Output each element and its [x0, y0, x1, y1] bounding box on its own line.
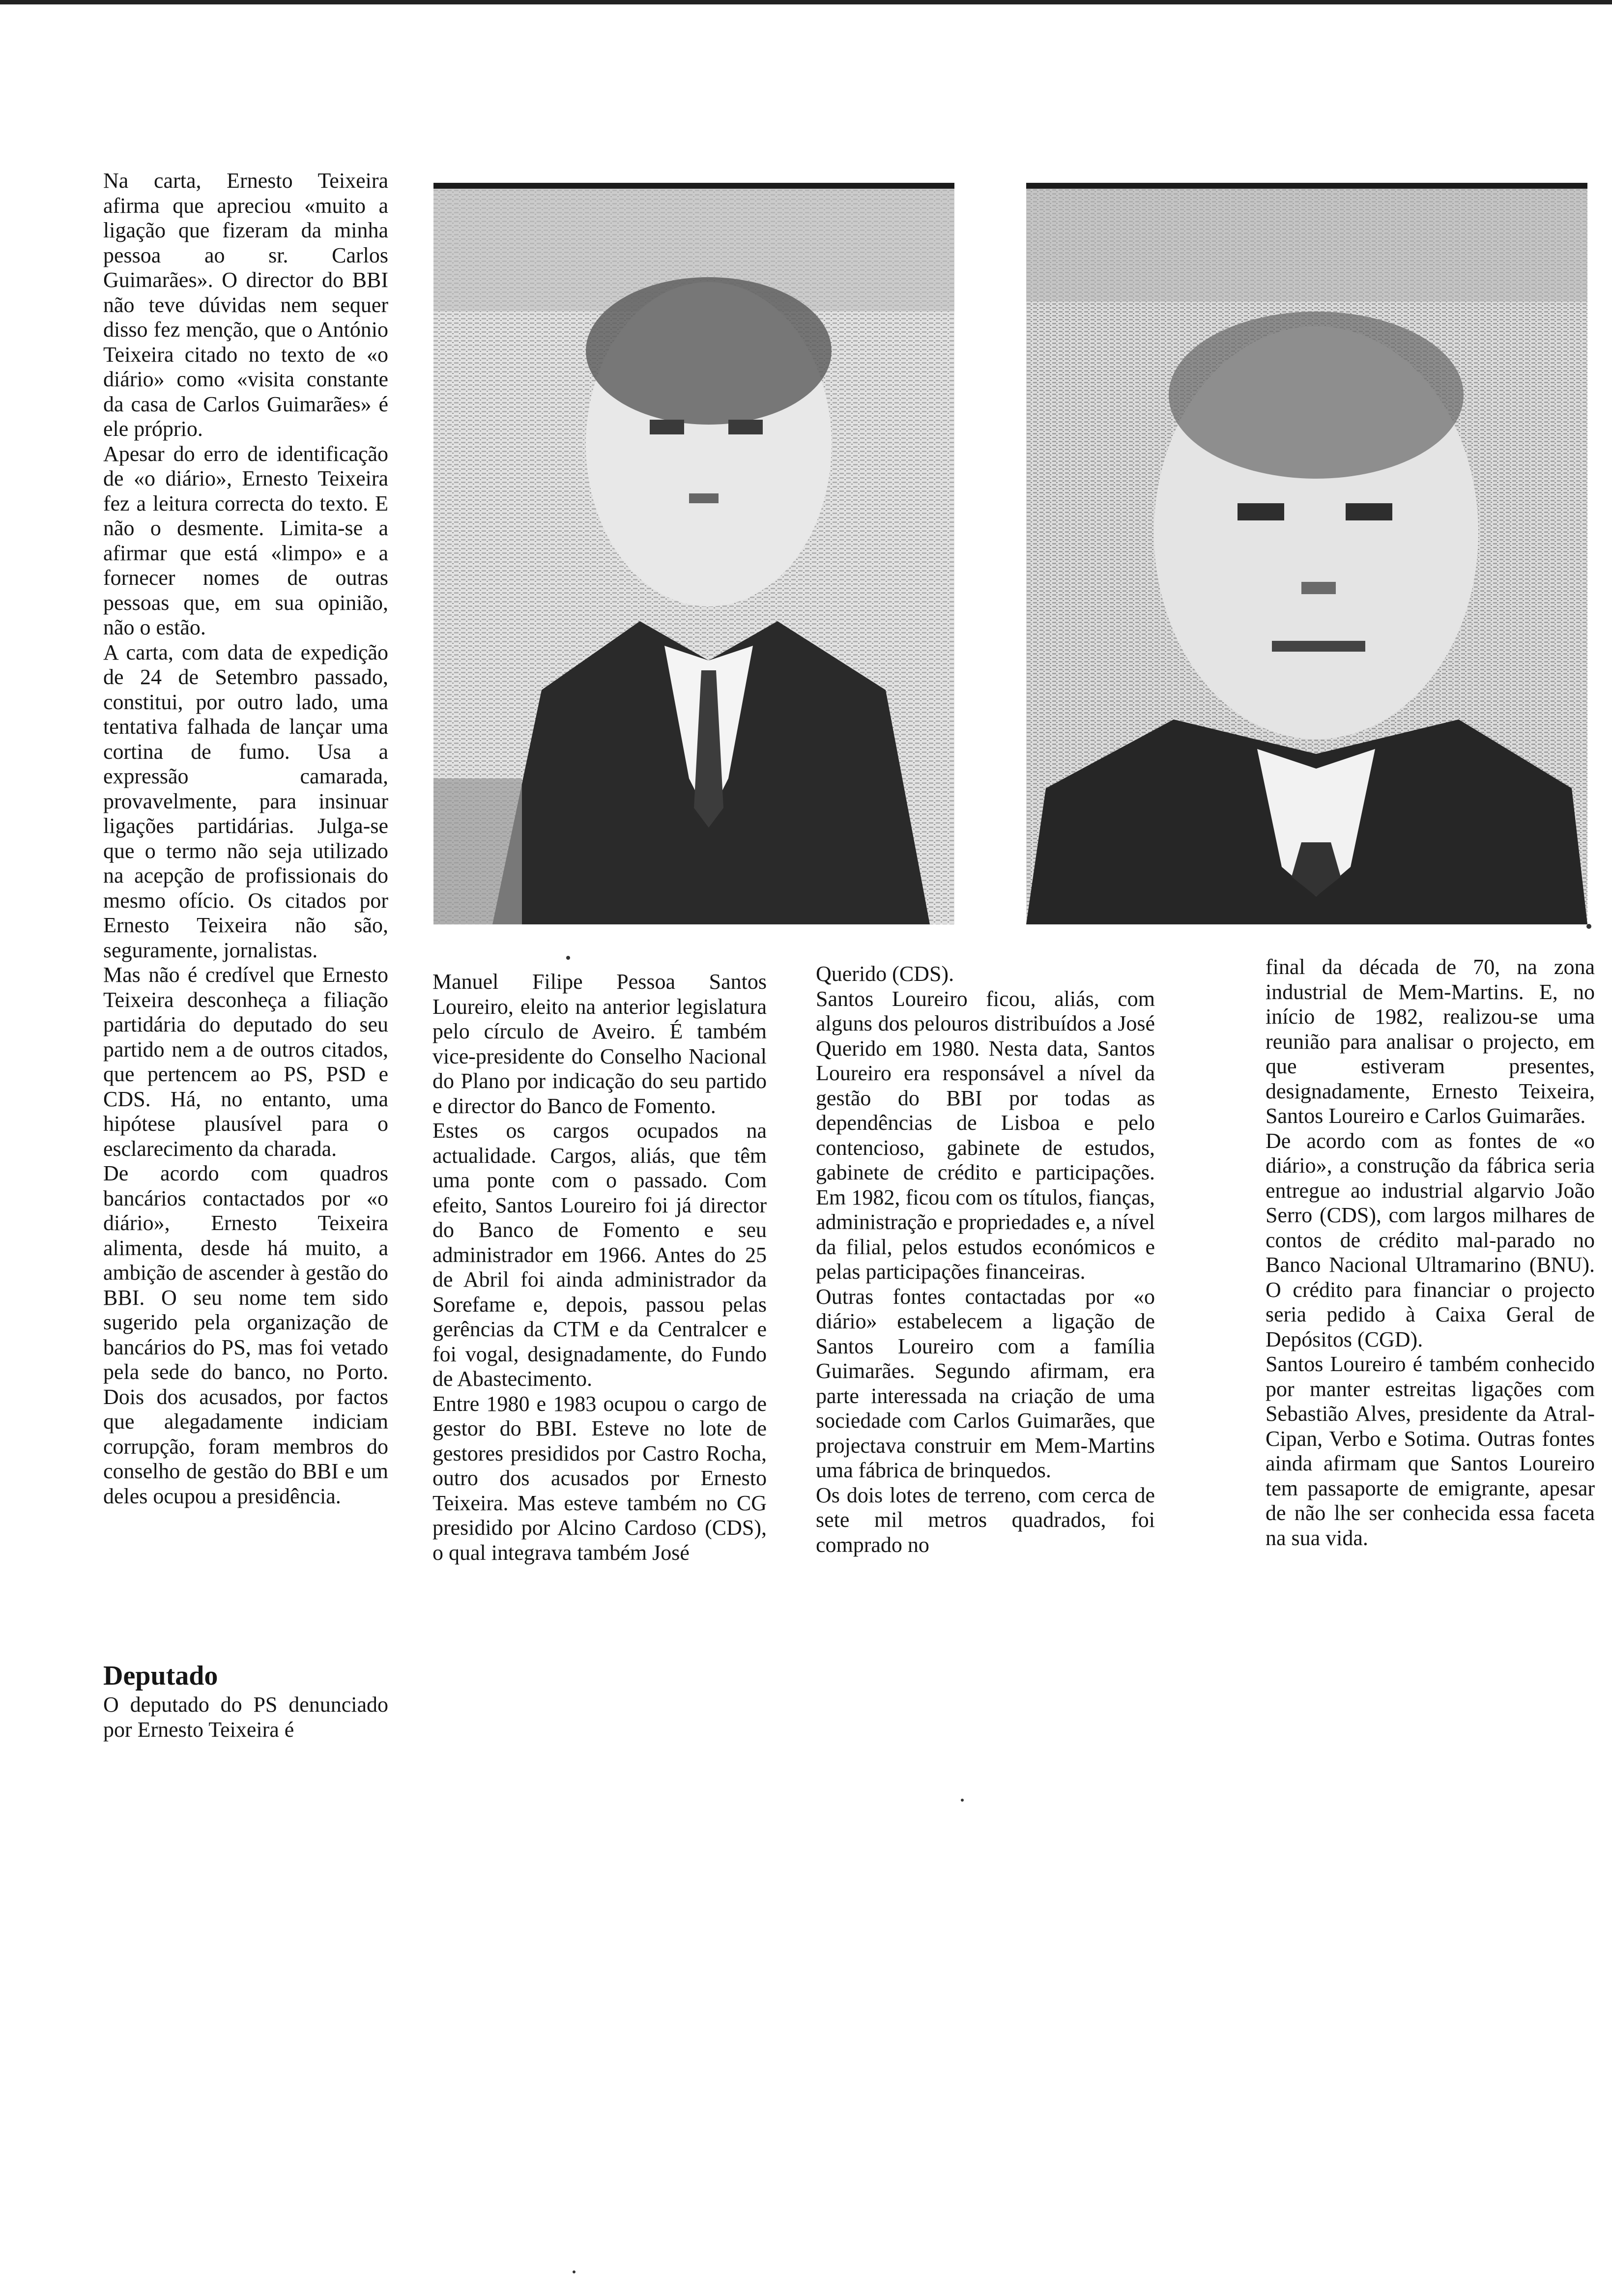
article-column-3: Querido (CDS). Santos Loureiro ficou, aliás, com alguns dos pelouros distribuídos a José Querido em 1980. Nesta data, Santos Loureiro era responsável a nível da gestão do BBI por todas as dependências de Lisboa e pelo contencioso, gabinete de estudos, gabinete de crédito e participações. Em 1982, ficou com os títulos, fianças, administração e propriedades e, a nível da filial, pelos estudos económicos e pelas participações financeiras. Outras fontes contactadas por «o diário» estabelecem a ligação de Santos Loureiro com a família Guimarães. Segundo afirmam, era parte interessada na criação de uma sociedade com Carlos Guimarães, que projectava construir em Mem-Martins uma fábrica de brinquedos. Os dois lotes de terreno, com cerca de sete mil metros quadrados, foi comprado no [816, 962, 1155, 1557]
print-speck [573, 2270, 576, 2273]
portrait-photo-right-image [1026, 189, 1587, 924]
portrait-photo-right [1026, 183, 1587, 924]
top-border-rule [0, 0, 1612, 4]
portrait-photo-left-image [433, 189, 954, 924]
print-speck [961, 1799, 964, 1802]
article-column-1: Na carta, Ernesto Teixeira afirma que apreciou «muito a ligação que fizeram da minha pessoa ao sr. Carlos Guimarães». O director do BBI não teve dúvidas nem sequer disso fez menção, que o António Teixeira citado no texto de «o diário» como «visita constante da casa de Carlos Guimarães» é ele próprio. Apesar do erro de identificação de «o diário», Ernesto Teixeira fez a leitura correcta do texto. E não o desmente. Limita-se a afirmar que está «limpo» e a fornecer nomes de outras pessoas que, em sua opinião, não o estão. A carta, com data de expedição de 24 de Setembro passado, constitui, por outro lado, uma tentativa falhada de lançar uma cortina de fumo. Usa a expressão camarada, provavelmente, para insinuar ligações partidárias. Julga-se que o termo não seja utilizado na acepção de profissionais do mesmo ofício. Os citados por Ernesto Teixeira não são, seguramente, jornalistas. Mas não é credível que Ernesto Teixeira desconheça a filiação partidária do deputado do seu partido nem a de outros citados, que pertencem ao PS, PSD e CDS. Há, no entanto, uma hipótese plausível para o esclarecimento da charada. De acordo com quadros bancários contactados por «o diário», Ernesto Teixeira alimenta, desde há muito, a ambição de ascender à gestão do BBI. O seu nome tem sido sugerido pela organização de bancários do PS, mas foi vetado pela sede do banco, no Porto. Dois dos acusados, por factos que alegadamente indiciam corrupção, foram membros do conselho de gestão do BBI e um deles ocupou a presidência. [103, 169, 388, 1508]
subheading-deputado: Deputado [103, 1661, 218, 1691]
article-column-4: final da década de 70, na zona industrial de Mem-Martins. E, no início de 1982, realizou-se uma reunião para analisar o projecto, em que estiveram presentes, designadamente, Ernesto Teixeira, Santos Loureiro e Carlos Guimarães. De acordo com as fontes de «o diário», a construção da fábrica seria entregue ao industrial algarvio João Serro (CDS), com largos milhares de contos de crédito mal-parado no Banco Nacional Ultramarino (BNU). O crédito para financiar o projecto seria pedido à Caixa Geral de Depósitos (CGD). Santos Loureiro é também conhecido por manter estreitas ligações com Sebastião Alves, presidente da Atral-Cipan, Verbo e Sotima. Outras fontes ainda afirmam que Santos Loureiro tem passaporte de emigrante, apesar de não lhe ser conhecida essa faceta na sua vida. [1266, 955, 1595, 1550]
portrait-photo-left [433, 183, 954, 924]
article-column-2: Manuel Filipe Pessoa Santos Loureiro, eleito na anterior legislatura pelo círculo de Aveiro. É também vice-presidente do Conselho Nacional do Plano por indicação do seu partido e director do Banco de Fomento. Estes os cargos ocupados na actualidade. Cargos, aliás, que têm uma ponte com o passado. Com efeito, Santos Loureiro foi já director do Banco de Fomento e seu administrador em 1966. Antes do 25 de Abril foi ainda administrador da Sorefame e, depois, passou pelas gerências da CTM e da Centralcer e foi vogal, designadamente, do Fundo de Abastecimento. Entre 1980 e 1983 ocupou o cargo de gestor do BBI. Esteve no lote de gestores presididos por Castro Rocha, outro dos acusados por Ernesto Teixeira. Mas esteve também no CG presidido por Alcino Cardoso (CDS), o qual integrava também José [432, 970, 767, 1565]
article-column-1-continuation: O deputado do PS denunciado por Ernesto Teixeira é [103, 1693, 388, 1742]
print-speck [1586, 924, 1591, 929]
print-speck [566, 956, 570, 960]
